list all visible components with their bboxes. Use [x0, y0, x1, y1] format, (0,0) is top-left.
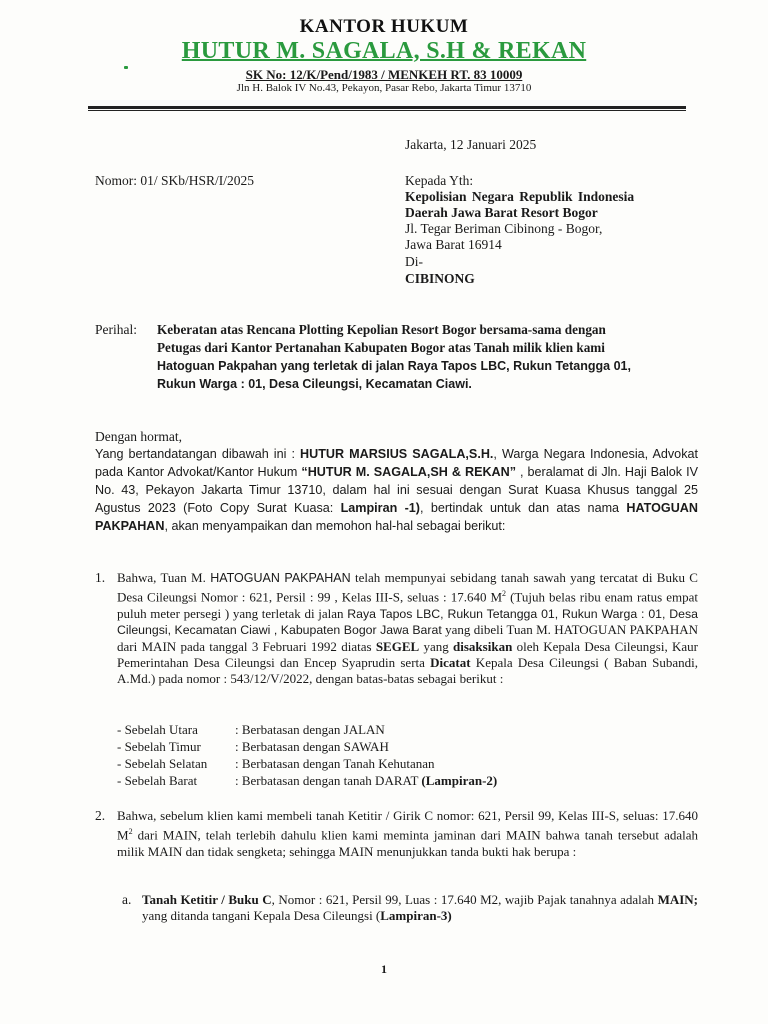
office-heading: KANTOR HUKUM [299, 16, 469, 37]
greeting: Dengan hormat, [95, 429, 182, 444]
subject-label: Perihal: [95, 322, 137, 337]
recipient-line1: Kepolisian Negara Republik Indonesia [405, 189, 635, 204]
subject-line1: Keberatan atas Rencana Plotting Kepolian Resort Bogor bersama-sama dengan [157, 322, 606, 337]
intro-paragraph: Yang bertandatangan dibawah ini : HUTUR MARSIUS SAGALA,S.H., Warga Negara Indonesia, Advokat pada Kantor Advokat/Kantor Hukum “HUTUR M. SAGALA,SH & REKAN” , beralamat di Jln. Haji Balok IV No. 43, Pekayon Jakarta Timur 13710, dalam hal ini sesuai dengan Surat Kuasa Khusus tanggal 25 Agustus 2023 (Foto Copy Surat Kuasa: Lampiran -1), bertindak untuk dan atas nama HATOGUAN PAKPAHAN, akan menyampaikan dan memohon hal-hal sebagai berikut: [95, 447, 698, 533]
header-rule-thick [88, 106, 686, 109]
page-number: 1 [381, 962, 387, 976]
item2-paragraph: Bahwa, sebelum klien kami membeli tanah Ketitir / Girik C nomor: 621, Persil 99, Kelas III-S, seluas: 17.640 $M^2$ dari MAIN, telah terlebih dahulu klien kami meminta jaminan dari MAIN bahwa tanah tersebut adalah milik MAIN dan tidak sengketa; sehingga MAIN menunjukkan tanda bukti hak berupa : [117, 808, 698, 859]
item2-number: 2. [95, 808, 106, 823]
border-north: - Sebelah Utara : Berbatasan dengan JALAN [117, 722, 385, 737]
header-rule-thin [88, 110, 686, 111]
border-south: - Sebelah Selatan : Berbatasan dengan Tanah Kehutanan [117, 756, 435, 771]
border-east: - Sebelah Timur : Berbatasan dengan SAWAH [117, 739, 389, 754]
subject-line2: Petugas dari Kantor Pertanahan Kabupaten Bogor atas Tanah milik klien kami [157, 340, 605, 355]
firm-address: Jln H. Balok IV No.43, Pekayon, Pasar Rebo, Jakarta Timur 13710 [236, 82, 532, 94]
border-west: - Sebelah Barat : Berbatasan dengan tanah DARAT (Lampiran-2) [117, 773, 498, 788]
firm-name: HUTUR M. SAGALA, S.H & REKAN [181, 38, 587, 64]
recipient-line2: Daerah Jawa Barat Resort Bogor [405, 205, 598, 220]
recipient-line6: CIBINONG [405, 271, 475, 286]
subject-line4: Rukun Warga : 01, Desa Cileungsi, Kecamatan Ciawi. [157, 377, 472, 391]
recipient-line3: Jl. Tegar Beriman Cibinong - Bogor, [405, 221, 603, 236]
recipient-line4: Jawa Barat 16914 [405, 237, 502, 252]
recipient-line5: Di- [405, 254, 423, 269]
item1-number: 1. [95, 570, 106, 585]
sk-number: SK No: 12/K/Pend/1983 / MENKEH RT. 83 10009 [245, 67, 523, 82]
item1-paragraph: Bahwa, Tuan M. HATOGUAN PAKPAHAN telah mempunyai sebidang tanah sawah yang tercatat di Buku C Desa Cileungsi Nomor : 621, Persil : 99 , Kelas III-S, seluas : 17.640 $M^2$ (Tujuh belas ribu enam ratus empat puluh meter persegi ) yang terletak di jalan Raya Tapos LBC, Rukun Tetangga 01, Rukun Warga : 01, Desa Cileungsi, Kecamatan Ciawi , Kabupaten Bogor Jawa Barat yang dibeli Tuan M. HATOGUAN PAKPAHAN dari MAIN pada tanggal 3 Februari 1992 diatas SEGEL yang disaksikan oleh Kepala Desa Cileungsi, Kaur Pemerintahan Desa Cileungsi dan Encep Syaprudin serta Dicatat Kepala Desa Cileungsi ( Baban Subandi, A.Md.) pada nomor : 543/12/V/2022, dengan batas-batas sebagai berikut : [117, 570, 699, 687]
subject-line3: Hatoguan Pakpahan yang terletak di jalan Raya Tapos LBC, Rukun Tetangga 01, [157, 359, 631, 373]
recipient-to: Kepada Yth: [405, 173, 474, 188]
item2a-letter: a. [122, 892, 132, 907]
letter-number: Nomor: 01/ SKb/HSR/I/2025 [95, 173, 255, 188]
item2a-paragraph: Tanah Ketitir / Buku C, Nomor : 621, Persil 99, Luas : 17.640 M2, wajib Pajak tanahnya adalah MAIN; yang ditanda tangani Kepala Desa Cileungsi (Lampiran-3) [142, 892, 698, 924]
letter-date: Jakarta, 12 Januari 2025 [405, 137, 537, 152]
